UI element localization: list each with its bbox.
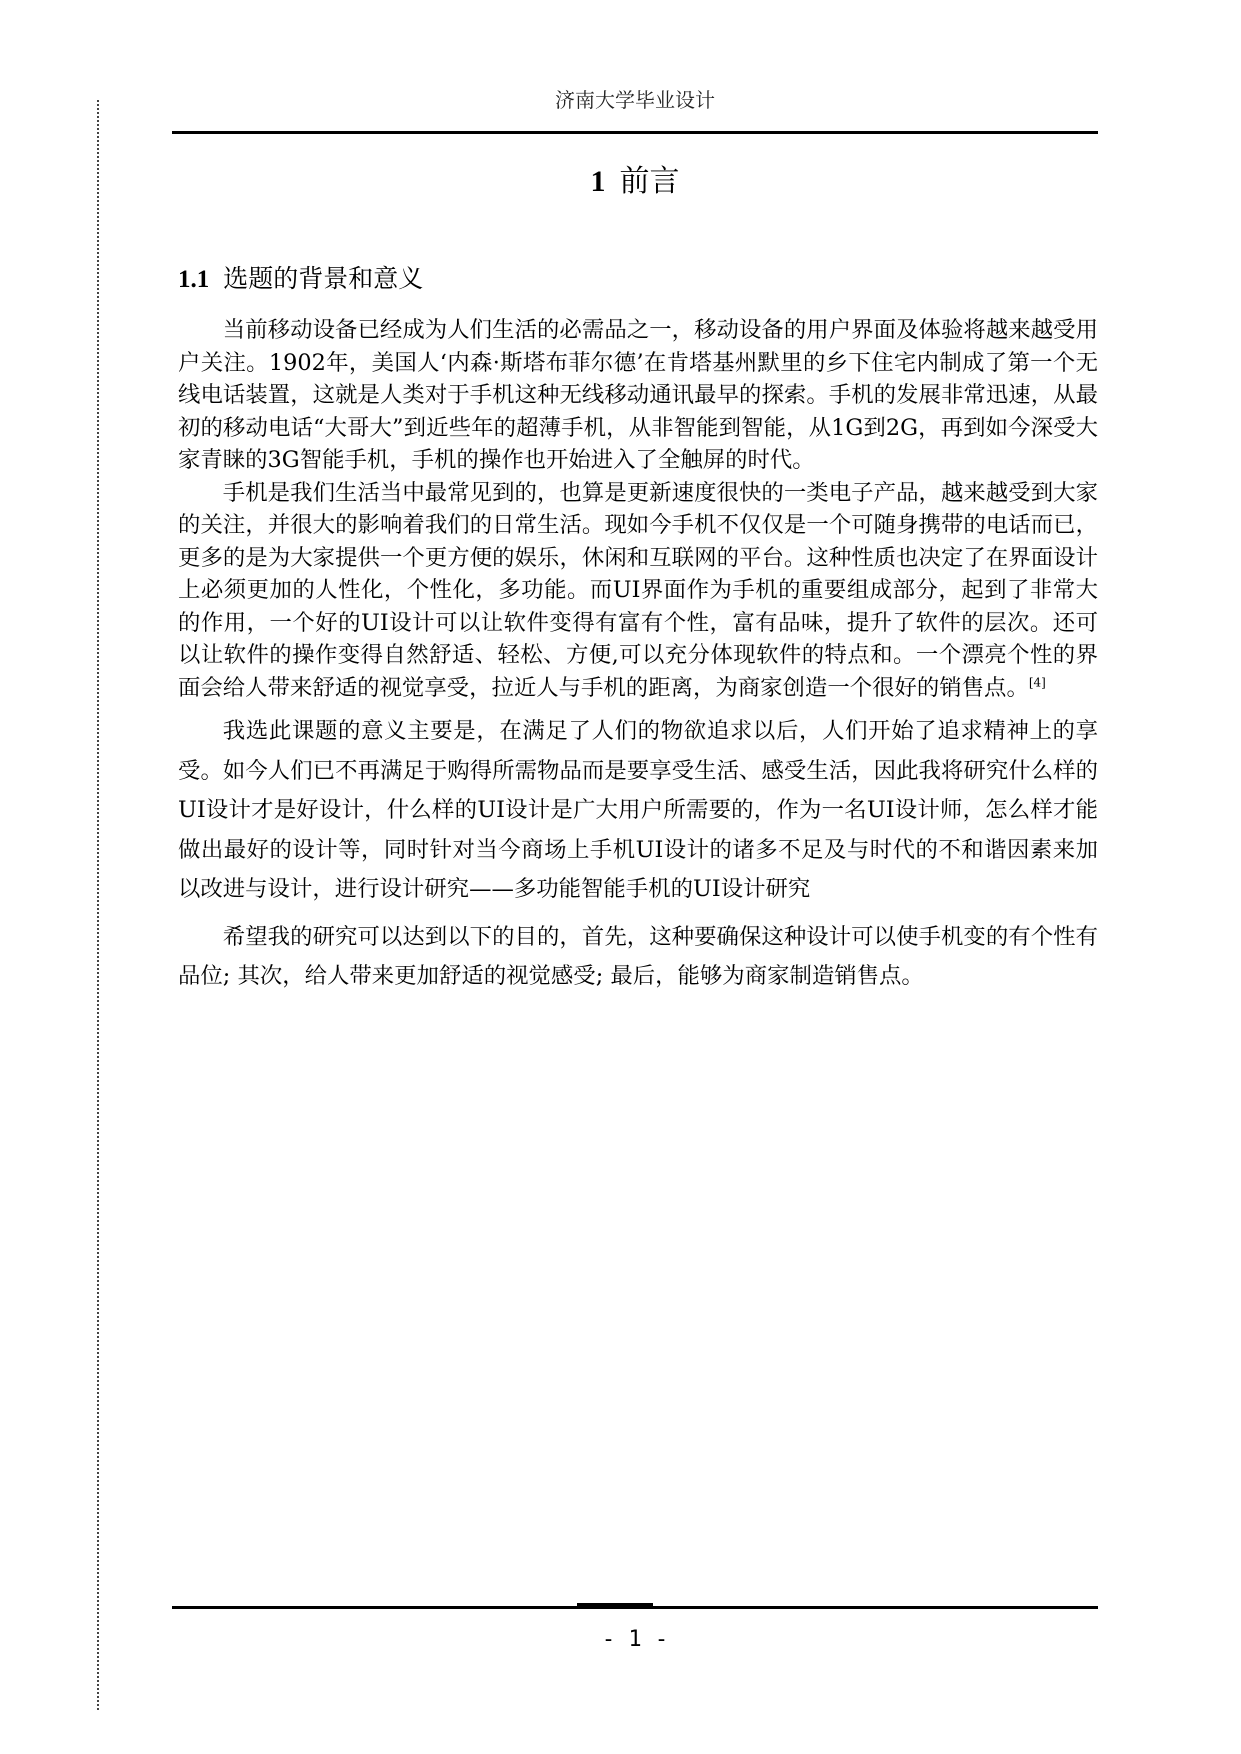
- footer-rule: [172, 1606, 1098, 1609]
- paragraph-text: 我选此课题的意义主要是，在满足了人们的物欲追求以后，人们开始了追求精神上的享受。如今人们已不再满足于购得所需物品而是要享受生活、感受生活，因此我将研究什么样的UI设计才是好设计，什么样的UI设计是广大用户所需要的，作为一名UI设计师，怎么样才能做出最好的设计等，同时针对当今商场上手机UI设计的诸多不足及与时代的不和谐因素来加以改进与设计，进行设计研究——多功能智能手机的UI设计研究: [178, 718, 1098, 902]
- section-number: 1.1: [178, 266, 210, 293]
- chapter-title-text: 前言: [619, 164, 680, 199]
- paragraph-text: 当前移动设备已经成为人们生活的必需品之一，移动设备的用户界面及体验将越来越受用户关注。1902年，美国人‘内森·斯塔布菲尔德’在肯塔基州默里的乡下住宅内制成了第一个无线电话装置，这就是人类对于手机这种无线移动通讯最早的探索。手机的发展非常迅速，从最初的移动电话“大哥大”到近些年的超薄手机，从非智能到智能，从1G到2G，再到如今深受大家青睐的3G智能手机，手机的操作也开始进入了全触屏的时代。: [178, 317, 1098, 473]
- paragraph: [178, 712, 1098, 910]
- paragraph-text: 手机是我们生活当中最常见到的，也算是更新速度很快的一类电子产品，越来越受到大家的关注，并很大的影响着我们的日常生活。现如今手机不仅仅是一个可随身携带的电话而已，更多的是为大家提供一个更方便的娱乐，休闲和互联网的平台。这种性质也决定了在界面设计上必须更加的人性化，个性化，多功能。而UI界面作为手机的重要组成部分，起到了非常大的作用，一个好的UI设计可以让软件变得有富有个性，富有品味，提升了软件的层次。还可以让软件的操作变得自然舒适、轻松、方便,可以充分体现软件的特点和。一个漂亮个性的界面会给人带来舒适的视觉享受，拉近人与手机的距离，为商家创造一个很好的销售点。: [178, 479, 1098, 701]
- header-rule: [172, 131, 1098, 134]
- chapter-title: [172, 162, 1098, 202]
- paragraph: [178, 314, 1098, 477]
- paragraph: [178, 477, 1098, 705]
- running-header: 济南大学毕业设计: [555, 88, 715, 112]
- citation-marker: [4]: [1028, 675, 1046, 690]
- binding-margin-line: [97, 100, 99, 1710]
- paragraph: [178, 918, 1098, 997]
- section-title: [178, 262, 423, 297]
- chapter-number: 1: [590, 165, 606, 198]
- page-number: - 1 -: [601, 1627, 669, 1652]
- body-text: [178, 314, 1098, 997]
- section-title-text: 选题的背景和意义: [223, 264, 424, 293]
- paragraph-text: 希望我的研究可以达到以下的目的，首先，这种要确保这种设计可以使手机变的有个性有品位; 其次，给人带来更加舒适的视觉感受; 最后，能够为商家制造销售点。: [178, 923, 1098, 989]
